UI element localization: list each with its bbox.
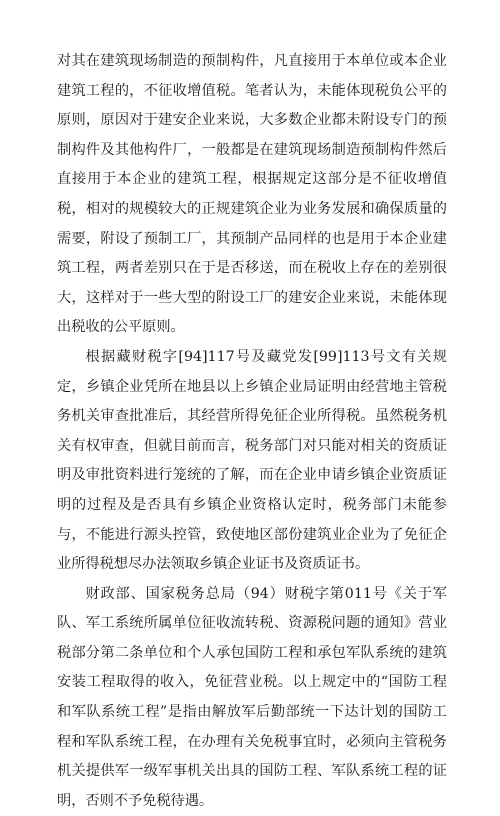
paragraph-1: 对其在建筑现场制造的预制构件，凡直接用于本单位或本企业建筑工程的，不征收增值税。笔者认为，未能体现税负公平的原则，原因对于建安企业来说，大多数企业都未附设专门的预制构件及其他构件厂，一般都是在建筑现场制造预制构件然后直接用于本企业的建筑工程，根据规定这部分是不征收增值税，相对的规模较大的正规建筑企业为业务发展和确保质量的需要，附设了预制工厂，其预制产品同样的也是用于本企业建筑工程，两者差别只在于是否移送，而在税收上存在的差别很大，这样对于一些大型的附设工厂的建安企业来说，未能体现出税收的公平原则。	[57, 53, 447, 336]
paragraph-3: 财政部、国家税务总局（94）财税字第011号《关于军队、军工系统所属单位征收流转税、资源税问题的通知》营业税部分第二条单位和个人承包国防工程和承包军队系统的建筑安装工程取得的收入，免征营业税。以上规定中的“国防工程和军队系统工程”是指由解放军后勤部统一下达计划的国防工程和军队系统工程，在办理有关免税事宜时，必须向主管税务机关提供军一级军事机关出具的国防工程、军队系统工程的证明，否则不予免税待遇。	[57, 585, 447, 809]
paragraph-2: 根据藏财税字[94]117号及藏党发[99]113号文有关规定，乡镇企业凭所在地县以上乡镇企业局证明由经营地主管税务机关审查批准后，其经营所得免征企业所得税。虽然税务机关有权审查，但就目前而言，税务部门对只能对相关的资质证明及审批资料进行笼统的了解，而在企业申请乡镇企业资质证明的过程及是否具有乡镇企业资格认定时，税务部门未能参与，不能进行源头控管，致使地区部份建筑业企业为了免征企业所得税想尽办法领取乡镇企业证书及资质证书。	[57, 348, 447, 573]
body-text	[57, 47, 447, 816]
